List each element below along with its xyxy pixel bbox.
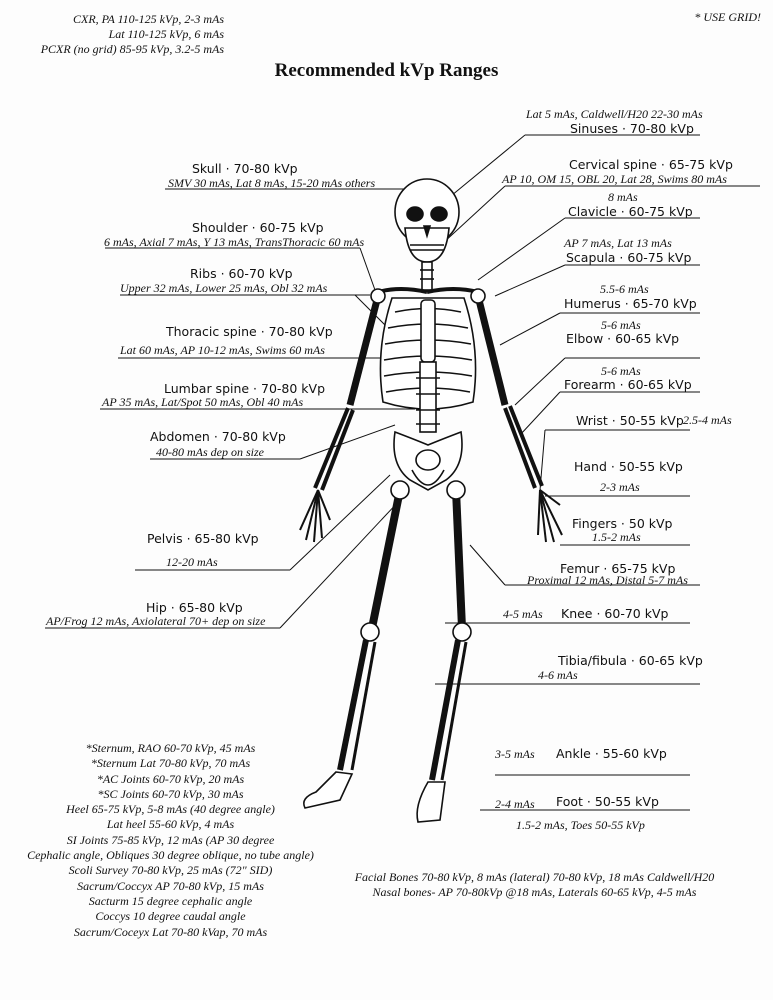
note-line: Scoli Survey 70-80 kVp, 25 mAs (72" SID) — [68, 863, 273, 878]
abdomen-label: Abdomen · 70-80 kVp — [150, 429, 286, 444]
note-line: *Sternum Lat 70-80 kVp, 70 mAs — [90, 756, 251, 771]
hand-detail: 2-3 mAs — [600, 480, 640, 494]
foot-detail: 2-4 mAs — [495, 797, 535, 811]
note-line: *AC Joints 60-70 kVp, 20 mAs — [96, 771, 245, 786]
cervical-spine-label: Cervical spine · 65-75 kVp — [569, 157, 733, 172]
note-line: *Sternum, RAO 60-70 kVp, 45 mAs — [85, 741, 256, 755]
note-line: Sacturm 15 degree cephalic angle — [88, 893, 253, 908]
fingers-detail: 1.5-2 mAs — [592, 530, 641, 544]
special-procedures-notes — [4, 741, 337, 940]
wrist-detail: 2.5-4 mAs — [683, 413, 732, 427]
page-title: Recommended kVp Ranges — [274, 60, 499, 81]
pelvis-label: Pelvis · 65-80 kVp — [147, 531, 259, 546]
facial-nasal-notes — [322, 870, 747, 901]
skeleton-bones — [300, 179, 562, 822]
wrist-label: Wrist · 50-55 kVp — [576, 413, 684, 428]
note-line: PCXR (no grid) 85-95 kVp, 3.2-5 mAs — [40, 42, 224, 56]
ankle-detail: 3-5 mAs — [495, 747, 535, 761]
clavicle-detail: 8 mAs — [608, 190, 638, 204]
abdomen-detail: 40-80 mAs dep on size — [156, 445, 264, 459]
note-line: *SC Joints 60-70 kVp, 30 mAs — [97, 786, 244, 801]
femur-detail: Proximal 12 mAs, Distal 5-7 mAs — [527, 573, 688, 587]
sinuses-label: Sinuses · 70-80 kVp — [570, 121, 694, 136]
use-grid-note: * USE GRID! — [694, 10, 761, 24]
thoracic-spine-label: Thoracic spine · 70-80 kVp — [166, 324, 333, 339]
note-line: CXR, PA 110-125 kVp, 2-3 mAs — [73, 12, 224, 26]
chest-xray-notes — [0, 12, 224, 57]
humerus-detail: 5.5-6 mAs — [600, 282, 649, 296]
shoulder-detail: 6 mAs, Axial 7 mAs, Y 13 mAs, TransThoracic 60 mAs — [104, 235, 365, 249]
hip-detail: AP/Frog 12 mAs, Axiolateral 70+ dep on size — [46, 614, 266, 628]
note-line: Cephalic angle, Obliques 30 degree oblique, no tube angle) — [27, 848, 314, 863]
note-line: Lat heel 55-60 kVp, 4 mAs — [106, 817, 235, 832]
humerus-label: Humerus · 65-70 kVp — [564, 296, 697, 311]
skull-label: Skull · 70-80 kVp — [192, 161, 298, 176]
thoracic-spine-detail: Lat 60 mAs, AP 10-12 mAs, Swims 60 mAs — [120, 343, 325, 357]
knee-detail: 4-5 mAs — [503, 607, 543, 621]
forearm-detail: 5-6 mAs — [601, 364, 641, 378]
knee-label: Knee · 60-70 kVp — [561, 606, 669, 621]
hip-label: Hip · 65-80 kVp — [146, 600, 243, 615]
elbow-detail: 5-6 mAs — [601, 318, 641, 332]
cervical-spine-detail: AP 10, OM 15, OBL 20, Lat 28, Swims 80 mAs — [502, 172, 727, 186]
note-line: Sacrum/Coceyx Lat 70-80 kVap, 70 mAs — [73, 924, 268, 939]
lumbar-spine-detail: AP 35 mAs, Lat/Spot 50 mAs, Obl 40 mAs — [102, 395, 304, 409]
ankle-label: Ankle · 55-60 kVp — [556, 746, 667, 761]
note-line: Lat 110-125 kVp, 6 mAs — [108, 27, 224, 41]
note-line: Sacrum/Coccyx AP 70-80 kVp, 15 mAs — [77, 878, 264, 893]
elbow-label: Elbow · 60-65 kVp — [566, 331, 680, 346]
note-line: Nasal bones- AP 70-80kVp @18 mAs, Laterals 60-65 kVp, 4-5 mAs — [372, 885, 697, 900]
note-line: SI Joints 75-85 kVp, 12 mAs (AP 30 degree — [66, 832, 275, 847]
foot-toes-detail: 1.5-2 mAs, Toes 50-55 kVp — [516, 818, 645, 832]
tibia-fibula-label: Tibia/fibula · 60-65 kVp — [558, 653, 703, 668]
shoulder-label: Shoulder · 60-75 kVp — [192, 220, 324, 235]
ribs-label: Ribs · 60-70 kVp — [190, 266, 293, 281]
note-line: Facial Bones 70-80 kVp, 8 mAs (lateral) 70-80 kVp, 18 mAs Caldwell/H20 — [354, 870, 715, 884]
skull-detail: SMV 30 mAs, Lat 8 mAs, 15-20 mAs others — [168, 176, 376, 190]
lumbar-spine-label: Lumbar spine · 70-80 kVp — [164, 381, 326, 396]
scapula-detail: AP 7 mAs, Lat 13 mAs — [564, 236, 672, 250]
note-line: Heel 65-75 kVp, 5-8 mAs (40 degree angle) — [66, 802, 275, 817]
foot-label: Foot · 50-55 kVp — [556, 794, 659, 809]
ribs-detail: Upper 32 mAs, Lower 25 mAs, Obl 32 mAs — [120, 281, 328, 295]
scapula-label: Scapula · 60-75 kVp — [566, 250, 692, 265]
sinuses-detail: Lat 5 mAs, Caldwell/H20 22-30 mAs — [526, 107, 703, 121]
pelvis-detail: 12-20 mAs — [166, 555, 218, 569]
femur-label: Femur · 65-75 kVp — [560, 561, 676, 576]
clavicle-label: Clavicle · 60-75 kVp — [568, 204, 693, 219]
hand-label: Hand · 50-55 kVp — [574, 459, 683, 474]
forearm-label: Forearm · 60-65 kVp — [564, 377, 692, 392]
tibia-fibula-detail: 4-6 mAs — [538, 668, 578, 682]
note-line: Coccys 10 degree caudal angle — [95, 909, 246, 924]
fingers-label: Fingers · 50 kVp — [572, 516, 673, 531]
